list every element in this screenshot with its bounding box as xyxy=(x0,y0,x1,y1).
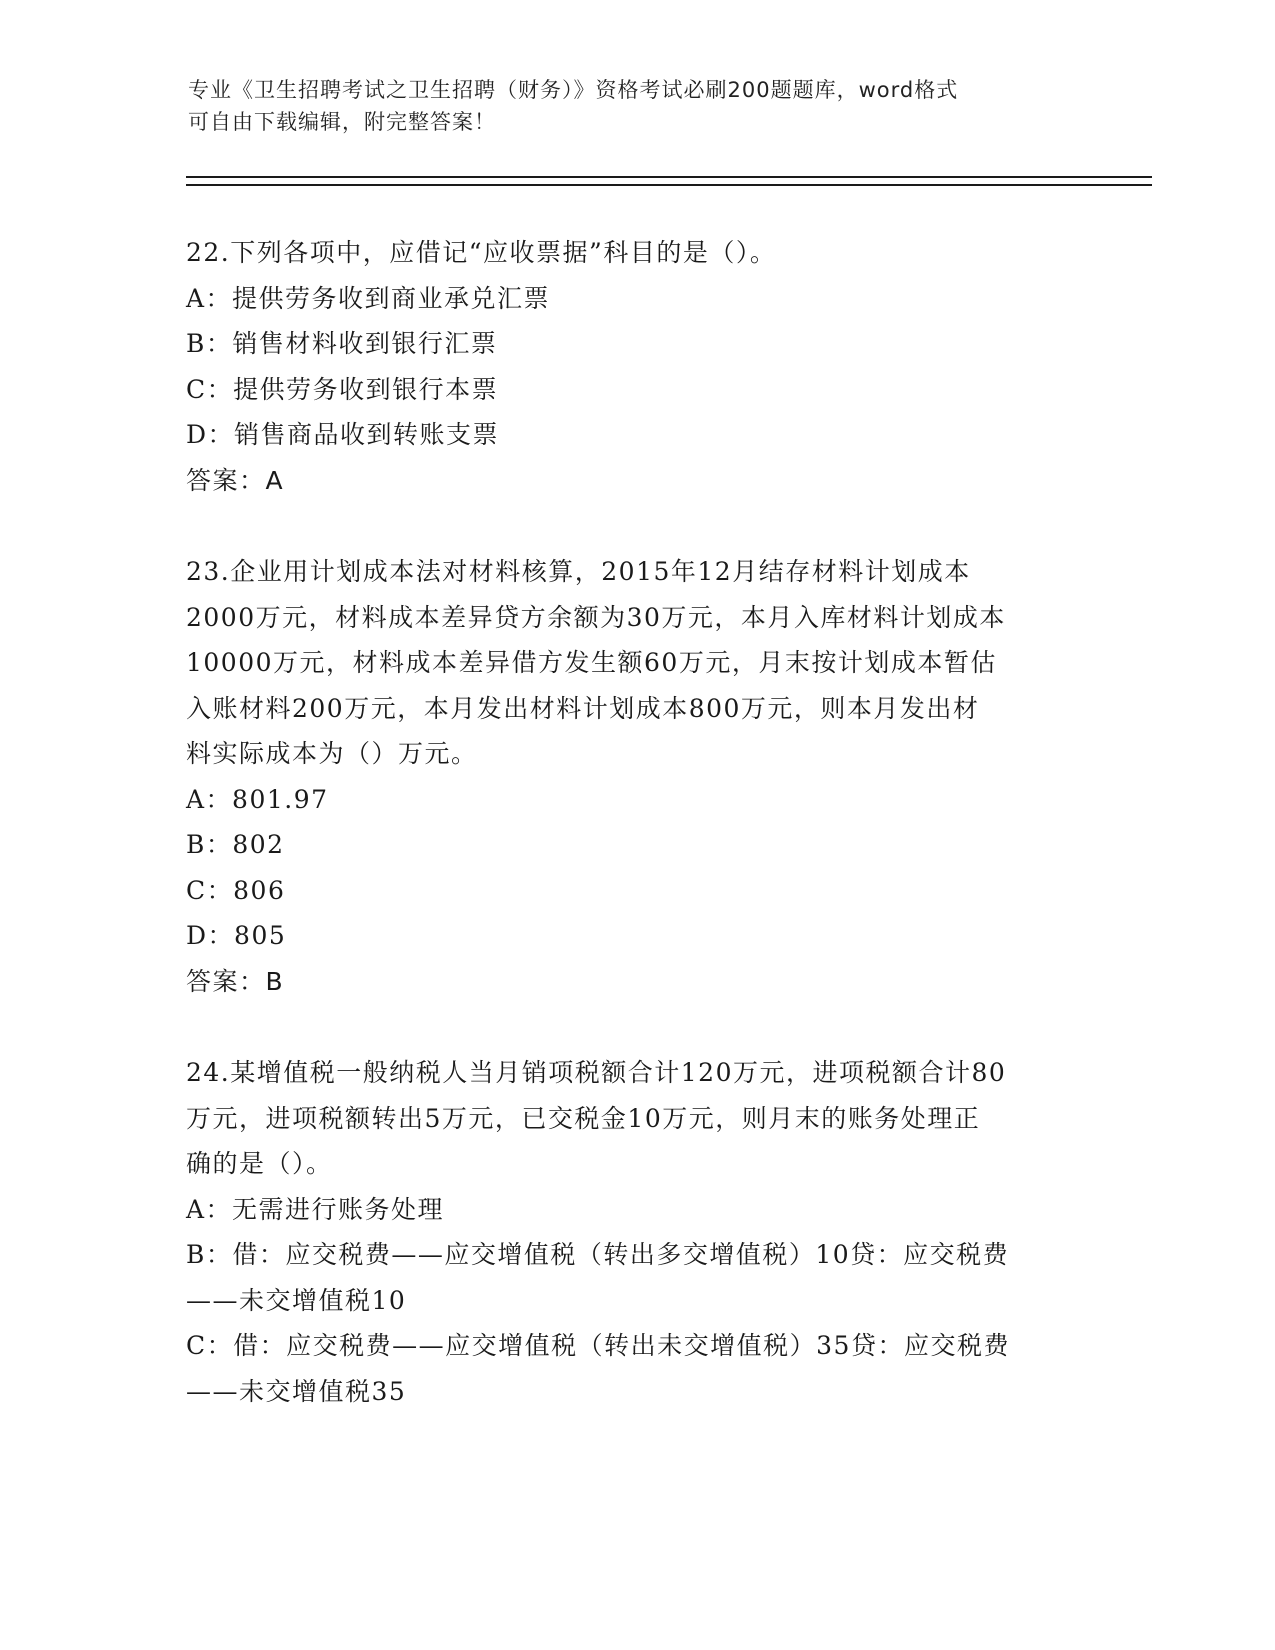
question-stem: 10000万元，材料成本差异借方发生额60万元，月末按计划成本暂估 xyxy=(186,648,997,677)
question-stem: 23.企业用计划成本法对材料核算，2015年12月结存材料计划成本 xyxy=(186,557,971,586)
question-list xyxy=(186,230,1086,1414)
option-a: A：提供劳务收到商业承兑汇票 xyxy=(186,283,551,313)
question-stem: 入账材料200万元，本月发出材料计划成本800万元，则本月发出材 xyxy=(186,693,980,723)
answer-label: 答案：A xyxy=(186,465,285,495)
option-c: C：806 xyxy=(186,875,286,905)
question-stem: 万元，进项税额转出5万元，已交税金10万元，则月末的账务处理正 xyxy=(186,1103,981,1133)
question-stem: 24.某增值税一般纳税人当月销项税额合计120万元，进项税额合计80 xyxy=(186,1058,1007,1087)
question-stem: 料实际成本为（）万元。 xyxy=(186,739,478,768)
question-23 xyxy=(186,549,1086,1004)
question-stem: 2000万元，材料成本差异贷方余额为30万元，本月入库材料计划成本 xyxy=(186,602,1006,632)
header-line-2: 可自由下载编辑，附完整答案！ xyxy=(188,110,496,134)
question-22 xyxy=(186,230,1086,503)
option-d: D：805 xyxy=(186,921,287,950)
option-a: A：801.97 xyxy=(186,784,329,814)
question-24 xyxy=(186,1050,1086,1414)
option-b: B：802 xyxy=(186,830,285,859)
question-stem: 确的是（）。 xyxy=(186,1149,333,1178)
option-c: C：借：应交税费——应交增值税（转出未交增值税）35贷：应交税费 xyxy=(186,1331,1010,1360)
option-b: B：借：应交税费——应交增值税（转出多交增值税）10贷：应交税费 xyxy=(186,1240,1010,1269)
option-b-continued: ——未交增值税10 xyxy=(186,1285,407,1315)
option-b: B：销售材料收到银行汇票 xyxy=(186,329,498,358)
option-d: D：销售商品收到转账支票 xyxy=(186,420,500,449)
document-header xyxy=(188,74,1088,138)
option-c: C：提供劳务收到银行本票 xyxy=(186,374,499,404)
header-divider xyxy=(186,176,1152,186)
question-stem: 22.下列各项中，应借记“应收票据”科目的是（）。 xyxy=(186,238,777,267)
option-c-continued: ——未交增值税35 xyxy=(186,1376,407,1406)
option-a: A：无需进行账务处理 xyxy=(186,1194,445,1224)
answer-label: 答案：B xyxy=(186,966,285,996)
header-line-1: 专业《卫生招聘考试之卫生招聘（财务）》资格考试必刷200题题库，word格式 xyxy=(188,78,959,102)
